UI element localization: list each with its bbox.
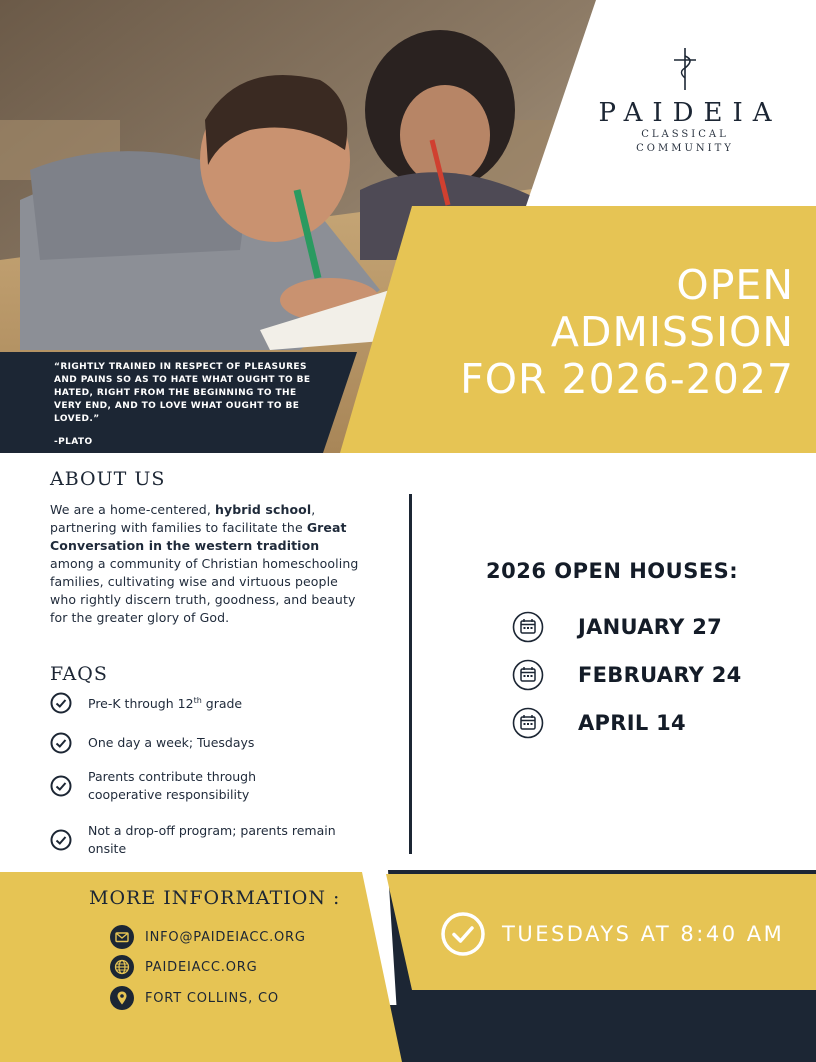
brand-logo (560, 46, 810, 156)
about-text-part: among a community of Christian homeschooling families, cultivating wise and virtuous people who rightly discern truth, goodness, and beauty for the greater glory of God. (50, 556, 359, 625)
open-house-item (512, 707, 686, 739)
open-house-item (512, 611, 722, 643)
faq-item (50, 732, 360, 754)
location-text: FORT COLLINS, CO (145, 990, 279, 1006)
faq-item (50, 768, 360, 804)
check-circle-icon (50, 732, 72, 754)
vertical-divider (409, 494, 412, 854)
schedule-text: TUESDAYS AT 8:40 AM (502, 922, 785, 946)
plato-quote (54, 361, 324, 449)
website-row[interactable] (110, 955, 257, 979)
faq-text-sup: th (193, 696, 202, 706)
open-house-date: JANUARY 27 (578, 615, 723, 639)
faq-text (88, 692, 242, 713)
faq-text: One day a week; Tuesdays (88, 735, 255, 750)
schedule-banner (440, 911, 784, 957)
faq-item (50, 692, 360, 714)
open-houses-title: 2026 OPEN HOUSES: (486, 559, 739, 583)
email-text[interactable]: INFO@PAIDEIACC.ORG (145, 929, 306, 945)
check-circle-icon (50, 692, 72, 714)
mail-icon (110, 925, 134, 949)
headline (460, 262, 794, 403)
check-circle-icon (50, 829, 72, 851)
email-row[interactable] (110, 925, 306, 949)
faq-item (50, 822, 360, 858)
quote-author: -PLATO (54, 437, 93, 447)
faq-heading: FAQS (50, 663, 108, 685)
brand-subtitle-2: COMMUNITY (636, 143, 734, 154)
faq-text-part: Pre-K through 12 (88, 696, 194, 712)
about-heading: ABOUT US (50, 468, 166, 490)
open-house-date: APRIL 14 (578, 711, 686, 735)
calendar-icon (512, 659, 544, 691)
check-circle-icon (440, 911, 486, 957)
about-text-part: We are a home-centered, (50, 502, 215, 517)
more-info-heading: MORE INFORMATION : (89, 887, 341, 909)
globe-icon (110, 955, 134, 979)
location-pin-icon (110, 986, 134, 1010)
about-text-bold: hybrid school (214, 502, 312, 517)
about-text-bold: Great Conversation in the western tradition (50, 520, 347, 553)
cross-logo-icon (670, 46, 700, 92)
headline-line-1: OPEN (676, 261, 794, 309)
about-text-part: , partnering with families to facilitate the (50, 502, 316, 535)
quote-text: “RIGHTLY TRAINED IN RESPECT OF PLEASURES AND PAINS SO AS TO HATE WHAT OUGHT TO BE HATED, RIGHT FROM THE BEGINNING TO THE VERY END, AND TO LOVE WHAT OUGHT TO BE LOVED.” (54, 362, 311, 424)
check-circle-icon (50, 775, 72, 797)
location-row (110, 986, 279, 1010)
headline-line-2: ADMISSION (550, 308, 794, 356)
open-house-item (512, 659, 742, 691)
website-text[interactable]: PAIDEIACC.ORG (145, 959, 258, 975)
brand-subtitle-1: CLASSICAL (641, 129, 729, 140)
open-house-date: FEBRUARY 24 (578, 663, 742, 687)
faq-text: Not a drop-off program; parents remain onsite (88, 823, 336, 856)
brand-name: PAIDEIA (598, 98, 782, 128)
calendar-icon (512, 707, 544, 739)
calendar-icon (512, 611, 544, 643)
about-text (50, 501, 360, 627)
headline-line-3: FOR 2026-2027 (460, 355, 794, 403)
faq-text-part: grade (201, 696, 243, 712)
faq-text: Parents contribute through cooperative responsibility (88, 769, 256, 802)
